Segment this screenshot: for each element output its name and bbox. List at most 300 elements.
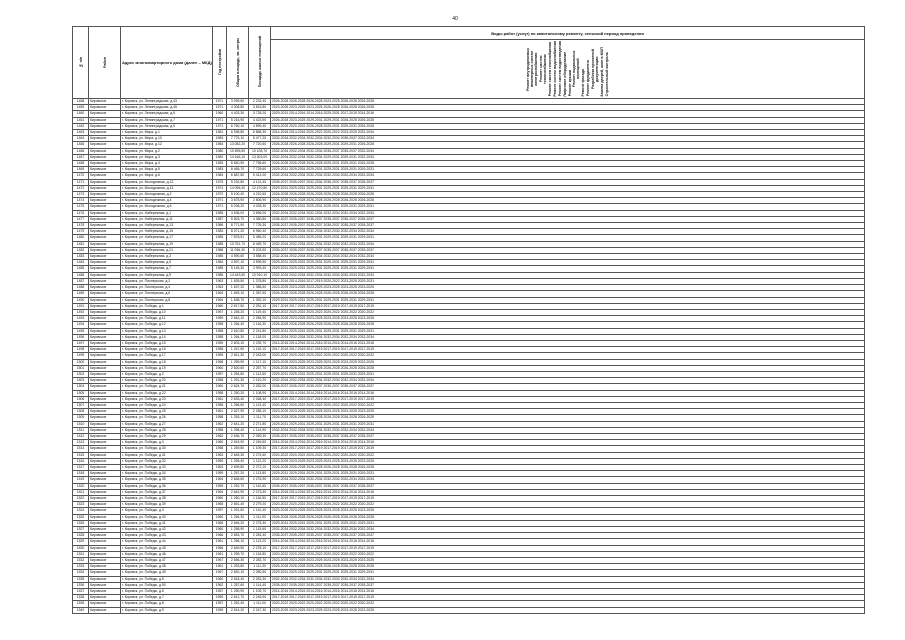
cell-addr: г. Кировск, ул. Победы, д.26 [121, 415, 213, 421]
cell-dates: 2032-2034 2032-2034 2032-2034 2035-2037 2035-2037 2032-2034 [271, 148, 865, 154]
cell-mun: Кировское [89, 601, 121, 607]
cell-res: 12 470,80 [249, 185, 271, 191]
cell-addr: г. Кировск, ул. Мира, д.12 [121, 142, 213, 148]
cell-res: 10 910,10 [249, 272, 271, 278]
cell-dates: 2023-2025 2023-2025 2023-2025 2023-2025 2023-2025 2023-2025 [271, 458, 865, 464]
cell-num: 1520 [73, 483, 89, 489]
cell-year: 1958 [213, 328, 227, 334]
cell-num: 1528 [73, 533, 89, 539]
cell-year: 1971 [213, 99, 227, 105]
cell-addr: г. Кировск, ул. Ленинградская, д.43 [121, 99, 213, 105]
cell-num: 1511 [73, 427, 89, 433]
cell-num: 1475 [73, 204, 89, 210]
cell-num: 1458 [73, 99, 89, 105]
cell-area: 2 641,20 [227, 421, 249, 427]
cell-year: 1985 [213, 266, 227, 272]
cell-area: 1 254,80 [227, 371, 249, 377]
cell-res: 1 108,90 [249, 390, 271, 396]
cell-num: 1490 [73, 297, 89, 303]
cell-num: 1496 [73, 334, 89, 340]
cell-mun: Кировское [89, 483, 121, 489]
cell-res: 4 028,30 [249, 204, 271, 210]
cell-area: 5 145,30 [227, 266, 249, 272]
cell-year: 1987 [213, 216, 227, 222]
cell-area: 2 615,90 [227, 440, 249, 446]
cell-dates: 2020-2022 2020-2022 2020-2022 2020-2022 2020-2022 2020-2022 [271, 601, 865, 607]
cell-addr: г. Кировск, ул. Победы, д.15 [121, 340, 213, 346]
cell-res: 1 111,70 [249, 415, 271, 421]
cell-addr: г. Кировск, ул. Набережная, д.9 [121, 272, 213, 278]
cell-mun: Кировское [89, 340, 121, 346]
cell-area: 1 264,40 [227, 322, 249, 328]
cell-year: 1985 [213, 272, 227, 278]
header-cell: Район [89, 27, 121, 99]
cell-res: 2 265,10 [249, 409, 271, 415]
cell-dates: 2029-2031 2014-2016 2014-2016 2029-2031 2017-2019 2014-2016 [271, 111, 865, 117]
cell-mun: Кировское [89, 241, 121, 247]
cell-year: 1958 [213, 347, 227, 353]
cell-year: 1959 [213, 458, 227, 464]
cell-res: 2 275,30 [249, 520, 271, 526]
cell-area: 2 646,20 [227, 520, 249, 526]
cell-num: 1482 [73, 247, 89, 253]
cell-mun: Кировское [89, 421, 121, 427]
cell-dates: 2029-2031 2029-2031 2029-2031 2029-2031 2029-2031 2029-2031 [271, 328, 865, 334]
cell-res: 2 281,40 [249, 533, 271, 539]
cell-dates: 2032-2034 2032-2034 2032-2034 2032-2034 2032-2034 2032-2034 [271, 210, 865, 216]
cell-area: 2 603,10 [227, 340, 249, 346]
cell-mun: Кировское [89, 471, 121, 477]
cell-mun: Кировское [89, 402, 121, 408]
cell-area: 2 611,30 [227, 353, 249, 359]
cell-area: 1 251,60 [227, 508, 249, 514]
cell-mun: Кировское [89, 582, 121, 588]
cell-num: 1465 [73, 142, 89, 148]
cell-addr: г. Кировск, ул. Победы, д.32 [121, 458, 213, 464]
cell-year: 1959 [213, 607, 227, 613]
cell-year: 1960 [213, 111, 227, 117]
cell-addr: г. Кировск, ул. Победы, д.5 [121, 576, 213, 582]
cell-addr: г. Кировск, ул. Победы, д.7 [121, 595, 213, 601]
cell-year: 1967 [213, 558, 227, 564]
cell-res: 1 116,80 [249, 551, 271, 557]
cell-addr: г. Кировск, ул. Победы, д.48 [121, 564, 213, 570]
cell-area: 2 614,20 [227, 607, 249, 613]
cell-addr: г. Кировск, ул. Мира, д.3 [121, 154, 213, 160]
cell-num: 1512 [73, 433, 89, 439]
cell-dates: 2035-2037 2035-2037 2035-2037 2035-2037 2035-2037 2035-2037 [271, 433, 865, 439]
cell-area: 13 082,20 [227, 142, 249, 148]
cell-dates: 2029-2031 2029-2031 2029-2031 2029-2031 2029-2031 2029-2031 [271, 371, 865, 377]
cell-num: 1525 [73, 514, 89, 520]
cell-num: 1485 [73, 266, 89, 272]
cell-dates: 2026-2028 2026-2028 2026-2028 2026-2028 2026-2028 2026-2028 [271, 514, 865, 520]
cell-num: 1510 [73, 421, 89, 427]
cell-addr: г. Кировск, ул. Набережная, д.5 [121, 260, 213, 266]
cell-area: 2 618,40 [227, 576, 249, 582]
cell-dates: 2026-2028 2026-2028 2026-2028 2026-2028 2026-2028 2026-2028 [271, 291, 865, 297]
cell-mun: Кировское [89, 105, 121, 111]
cell-mun: Кировское [89, 99, 121, 105]
cell-res: 1 378,80 [249, 278, 271, 284]
cell-addr: г. Кировск, ул. Ленинградская, д.5 [121, 111, 213, 117]
cell-addr: г. Кировск, ул. Мира, д.1 [121, 130, 213, 136]
cell-num: 1513 [73, 440, 89, 446]
cell-dates: 2020-2022 2020-2022 2020-2022 2020-2022 2020-2022 2020-2022 [271, 551, 865, 557]
cell-num: 1474 [73, 198, 89, 204]
cell-year: 1960 [213, 303, 227, 309]
cell-year: 1963 [213, 291, 227, 297]
cell-area: 1 247,50 [227, 347, 249, 353]
cell-res: 7 796,60 [249, 161, 271, 167]
cell-area: 14 096,40 [227, 185, 249, 191]
cell-res: 1 110,20 [249, 378, 271, 384]
cell-addr: г. Кировск, ул. Победы, д.8 [121, 601, 213, 607]
cell-res: 8 459,70 [249, 241, 271, 247]
cell-area: 7 878,51 [227, 235, 249, 241]
cell-num: 1502 [73, 371, 89, 377]
cell-dates: 2023-2025 2023-2025 2023-2025 2023-2025 2023-2025 2023-2025 [271, 409, 865, 415]
cell-dates: 2029-2031 2029-2031 2029-2031 2029-2031 2029-2031 2029-2031 [271, 235, 865, 241]
cell-year: 1975 [213, 179, 227, 185]
cell-num: 1464 [73, 136, 89, 142]
cell-res: 1 114,40 [249, 582, 271, 588]
cell-area: 4 590,60 [227, 254, 249, 260]
cell-area: 8 071,20 [227, 229, 249, 235]
cell-year: 1959 [213, 340, 227, 346]
cell-area: 14 443,50 [227, 272, 249, 278]
cell-mun: Кировское [89, 235, 121, 241]
cell-area: 4 308,80 [227, 105, 249, 111]
cell-mun: Кировское [89, 539, 121, 545]
cell-addr: г. Кировск, ул. Пионерская, д.4 [121, 285, 213, 291]
cell-num: 1529 [73, 539, 89, 545]
cell-dates: 2014-2016 2014-2016 2014-2016 2014-2016 2014-2016 2014-2016 [271, 539, 865, 545]
cell-addr: г. Кировск, ул. Набережная, д.7 [121, 266, 213, 272]
cell-area: 1 257,20 [227, 471, 249, 477]
cell-res: 1 112,60 [249, 371, 271, 377]
cell-year: 1964 [213, 297, 227, 303]
cell-year: 1985 [213, 235, 227, 241]
cell-num: 1468 [73, 161, 89, 167]
cell-area: 2 648,60 [227, 477, 249, 483]
cell-dates: 2035-2037 2035-2037 2032-2034 2035-2037 2035-2037 2035-2037 [271, 179, 865, 185]
cell-addr: г. Кировск, ул. Победы, д.31 [121, 452, 213, 458]
cell-dates: 2035-2037 2035-2037 2035-2037 2035-2037 2035-2037 2035-2037 [271, 223, 865, 229]
cell-year: 1971 [213, 204, 227, 210]
cell-addr: г. Кировск, ул. Победы, д.45 [121, 545, 213, 551]
cell-mun: Кировское [89, 117, 121, 123]
cell-mun: Кировское [89, 433, 121, 439]
cell-addr: г. Кировск, ул. Победы, д.10 [121, 309, 213, 315]
cell-num: 1534 [73, 570, 89, 576]
cell-area: 1 260,10 [227, 496, 249, 502]
cell-dates: 2032-2034 2032-2034 2032-2034 2032-2034 2032-2034 2032-2034 [271, 272, 865, 278]
cell-year: 1967 [213, 570, 227, 576]
cell-dates: 2026-2028 2026-2028 2026-2028 2029-2031 2029-2031 2026-2028 [271, 142, 865, 148]
cell-area: 8 465,70 [227, 167, 249, 173]
cell-mun: Кировское [89, 185, 121, 191]
cell-year: 1983 [213, 229, 227, 235]
cell-area: 1 638,70 [227, 297, 249, 303]
cell-area: 4 636,00 [227, 210, 249, 216]
cell-num: 1517 [73, 464, 89, 470]
cell-addr: г. Кировск, ул. Набережная, д.17 [121, 235, 213, 241]
cell-num: 1499 [73, 353, 89, 359]
cell-addr: г. Кировск, ул. Набережная, д.1 [121, 210, 213, 216]
cell-area: 2 639,80 [227, 464, 249, 470]
cell-res: 1 113,20 [249, 539, 271, 545]
cell-res: 4 210,60 [249, 192, 271, 198]
cell-dates: 2026-2028 2026-2028 2026-2028 2026-2028 2026-2028 2026-2028 [271, 415, 865, 421]
cell-mun: Кировское [89, 564, 121, 570]
cell-mun: Кировское [89, 111, 121, 117]
cell-area: 10 695,50 [227, 148, 249, 154]
cell-num: 1471 [73, 179, 89, 185]
cell-res: 1 115,60 [249, 527, 271, 533]
cell-addr: г. Кировск, ул. Победы, д.34 [121, 471, 213, 477]
cell-area: 1 255,40 [227, 458, 249, 464]
cell-mun: Кировское [89, 161, 121, 167]
cell-area: 1 257,60 [227, 582, 249, 588]
cell-area: 2 620,60 [227, 365, 249, 371]
cell-mun: Кировское [89, 508, 121, 514]
cell-mun: Кировское [89, 229, 121, 235]
cell-year: 1984 [213, 173, 227, 179]
cell-year: 1984 [213, 142, 227, 148]
cell-mun: Кировское [89, 390, 121, 396]
cell-area: 2 656,30 [227, 558, 249, 564]
cell-year: 1966 [213, 545, 227, 551]
cell-mun: Кировское [89, 123, 121, 129]
cell-num: 1488 [73, 285, 89, 291]
cell-res: 2 268,40 [249, 396, 271, 402]
cell-area: 2 645,30 [227, 452, 249, 458]
cell-num: 1536 [73, 582, 89, 588]
cell-year: 1958 [213, 378, 227, 384]
cell-res: 3 696,00 [249, 210, 271, 216]
cell-addr: г. Кировск, ул. Победы, д.30 [121, 446, 213, 452]
cell-addr: г. Кировск, ул. Пионерская, д.2 [121, 278, 213, 284]
cell-dates: 2029-2031 2029-2031 2029-2031 2029-2031 2029-2031 2029-2031 [271, 297, 865, 303]
cell-dates: 2020-2022 2020-2022 2020-2022 2020-2022 2020-2022 2020-2022 [271, 502, 865, 508]
cell-res: 2 249,60 [249, 440, 271, 446]
cell-dates: 2014-2016 2014-2016 2014-2016 2014-2016 2014-2016 2014-2016 [271, 589, 865, 595]
cell-num: 1477 [73, 216, 89, 222]
cell-num: 1462 [73, 123, 89, 129]
table-row [73, 607, 865, 613]
cell-addr: г. Кировск, ул. Победы, д.46 [121, 551, 213, 557]
cell-area: 1 256,10 [227, 539, 249, 545]
cell-addr: г. Кировск, ул. Победы, д.18 [121, 359, 213, 365]
cell-addr: г. Кировск, ул. Победы, д.27 [121, 421, 213, 427]
cell-res: 3 599,50 [249, 260, 271, 266]
cell-num: 1498 [73, 347, 89, 353]
cell-year: 1965 [213, 502, 227, 508]
cell-addr: г. Кировск, ул. Победы, д.24 [121, 402, 213, 408]
cell-dates: 2023-2025 2023-2025 2023-2025 2023-2025 2023-2025 2023-2025 [271, 316, 865, 322]
cell-area: 5 208,20 [227, 204, 249, 210]
cell-addr: г. Кировск, ул. Победы, д.44 [121, 539, 213, 545]
cell-res: 13 303,00 [249, 154, 271, 160]
cell-year: 1964 [213, 477, 227, 483]
cell-addr: г. Кировск, ул. Победы, д.11 [121, 316, 213, 322]
cell-num: 1480 [73, 235, 89, 241]
cell-year: 1957 [213, 601, 227, 607]
cell-dates: 2017-2019 2017-2019 2017-2019 2017-2019 2017-2019 2017-2019 [271, 545, 865, 551]
cell-res: 3 993,40 [249, 266, 271, 272]
cell-mun: Кировское [89, 353, 121, 359]
cell-num: 1533 [73, 564, 89, 570]
cell-res: 1 110,60 [249, 483, 271, 489]
cell-mun: Кировское [89, 247, 121, 253]
cell-mun: Кировское [89, 458, 121, 464]
cell-res: 2 232,40 [249, 99, 271, 105]
cell-mun: Кировское [89, 527, 121, 533]
cell-dates: 2032-2034 2032-2034 2032-2034 2032-2034 2032-2034 2032-2034 [271, 254, 865, 260]
header-cell: Площадь жилых помещений [249, 27, 271, 99]
cell-dates: 2032-2034 2032-2034 2032-2034 2032-2034 2032-2034 2032-2034 [271, 173, 865, 179]
cell-res: 1 113,80 [249, 471, 271, 477]
cell-res: 1 109,30 [249, 446, 271, 452]
cell-dates: 2020-2022 2020-2022 2020-2022 2020-2022 2020-2022 2020-2022 [271, 452, 865, 458]
cell-res: 4 423,90 [249, 117, 271, 123]
cell-year: 1963 [213, 452, 227, 458]
cell-area: 3 678,90 [227, 198, 249, 204]
cell-area: 2 642,90 [227, 489, 249, 495]
cell-addr: г. Кировск, ул. Мира, д.2 [121, 148, 213, 154]
cell-year: 1966 [213, 533, 227, 539]
cell-addr: г. Кировск, ул. Победы, д.19 [121, 365, 213, 371]
cell-dates: 2017-2019 2017-2019 2017-2019 2017-2019 2017-2019 2017-2019 [271, 303, 865, 309]
cell-dates: 2029-2031 2029-2031 2029-2031 2029-2031 2029-2031 2029-2031 [271, 185, 865, 191]
cell-num: 1538 [73, 595, 89, 601]
cell-area: 1 252,40 [227, 601, 249, 607]
cell-dates: 2029-2031 2029-2031 2029-2031 2029-2031 2029-2031 2029-2031 [271, 266, 865, 272]
cell-mun: Кировское [89, 192, 121, 198]
cell-area: 1 256,60 [227, 402, 249, 408]
cell-year: 1959 [213, 595, 227, 601]
cell-year: 1963 [213, 464, 227, 470]
cell-num: 1484 [73, 260, 89, 266]
cell-res: 1 111,90 [249, 514, 271, 520]
cell-dates: 2029-2031 2029-2031 2029-2031 2029-2031 2029-2031 2029-2031 [271, 471, 865, 477]
cell-res: 1 117,10 [249, 359, 271, 365]
cell-dates: 2026-2028 2026-2028 2026-2028 2026-2028 2026-2028 2026-2028 [271, 564, 865, 570]
cell-year: 1958 [213, 334, 227, 340]
cell-res: 5 485,20 [249, 235, 271, 241]
cell-year: 1982 [213, 154, 227, 160]
cell-num: 1491 [73, 303, 89, 309]
cell-addr: г. Кировск, ул. Пионерская, д.6 [121, 291, 213, 297]
cell-area: 1 250,90 [227, 589, 249, 595]
header-cell: Адрес многоквартирного дома (далее – МКД) [121, 27, 213, 99]
cell-res: 2 239,70 [249, 340, 271, 346]
cell-mun: Кировское [89, 607, 121, 613]
cell-year: 1961 [213, 564, 227, 570]
cell-area: 1 249,80 [227, 446, 249, 452]
cell-addr: г. Кировск, ул. Победы, д.23 [121, 396, 213, 402]
cell-addr: г. Кировск, ул. Победы, д.2 [121, 371, 213, 377]
cell-mun: Кировское [89, 347, 121, 353]
cell-dates: 2032-2034 2032-2034 2032-2034 2032-2034 2032-2034 2032-2034 [271, 334, 865, 340]
cell-dates: 2014-2016 2014-2016 2014-2016 2014-2016 2014-2016 2014-2016 [271, 440, 865, 446]
cell-year: 1962 [213, 421, 227, 427]
cell-mun: Кировское [89, 545, 121, 551]
cell-area: 2 642,10 [227, 316, 249, 322]
cell-res: 2 269,30 [249, 433, 271, 439]
cell-mun: Кировское [89, 334, 121, 340]
cell-num: 1486 [73, 272, 89, 278]
cell-year: 1963 [213, 278, 227, 284]
cell-res: 2 245,90 [249, 595, 271, 601]
cell-dates: 2020-2022 2020-2022 2020-2022 2020-2022 2020-2022 2020-2022 [271, 353, 865, 359]
cell-num: 1473 [73, 192, 89, 198]
cell-area: 1 639,50 [227, 278, 249, 284]
cell-area: 6 938,80 [227, 130, 249, 136]
cell-mun: Кировское [89, 254, 121, 260]
cell-res: 1 119,40 [249, 309, 271, 315]
cell-num: 1504 [73, 384, 89, 390]
cell-res: 7 720,60 [249, 142, 271, 148]
cell-res: 1 111,30 [249, 564, 271, 570]
cell-mun: Кировское [89, 266, 121, 272]
cell-num: 1470 [73, 173, 89, 179]
cell-year: 1958 [213, 390, 227, 396]
cell-res: 2 257,70 [249, 365, 271, 371]
cell-year: 1983 [213, 136, 227, 142]
cell-res: 5 477,20 [249, 136, 271, 142]
cell-year: 1957 [213, 309, 227, 315]
cell-res: 2 274,60 [249, 452, 271, 458]
cell-num: 1459 [73, 105, 89, 111]
cell-dates: 2026-2028 2026-2028 2026-2028 2023-2025 2026-2028 2026-2028 [271, 99, 865, 105]
cell-res: 1 110,40 [249, 508, 271, 514]
cell-addr: г. Кировск, ул. Мира, д.10 [121, 136, 213, 142]
cell-area: 2 649,50 [227, 545, 249, 551]
cell-addr: г. Кировск, ул. Победы, д.38 [121, 496, 213, 502]
cell-addr: г. Кировск, ул. Победы, д.9 [121, 607, 213, 613]
cell-dates: 2026-2028 2026-2028 2026-2028 2026-2028 2026-2028 2026-2028 [271, 464, 865, 470]
cell-year: 1960 [213, 365, 227, 371]
cell-num: 1530 [73, 545, 89, 551]
cell-addr: г. Кировск, ул. Победы, д.17 [121, 353, 213, 359]
cell-dates: 2032-2034 2032-2034 2032-2034 2032-2034 2032-2034 2032-2034 [271, 378, 865, 384]
cell-year: 1971 [213, 105, 227, 111]
cell-year: 1958 [213, 427, 227, 433]
header-cell: № п/п [73, 27, 89, 99]
cell-num: 1460 [73, 111, 89, 117]
cell-addr: г. Кировск, ул. Победы, д.35 [121, 477, 213, 483]
cell-year: 1958 [213, 402, 227, 408]
cell-mun: Кировское [89, 328, 121, 334]
cell-res: 1 116,50 [249, 496, 271, 502]
page-number: 40 [452, 16, 458, 22]
cell-res: 1 387,60 [249, 291, 271, 297]
cell-dates: 2029-2031 2029-2031 2029-2031 2029-2031 2029-2031 2029-2031 [271, 167, 865, 173]
cell-addr: г. Кировск, ул. Победы, д.14 [121, 334, 213, 340]
cell-res: 6 960,40 [249, 229, 271, 235]
cell-addr: г. Кировск, ул. Победы, д.13 [121, 328, 213, 334]
cell-mun: Кировское [89, 427, 121, 433]
cell-res: 2 280,50 [249, 570, 271, 576]
cell-mun: Кировское [89, 216, 121, 222]
cell-mun: Кировское [89, 365, 121, 371]
cell-res: 2 243,00 [249, 353, 271, 359]
cell-num: 1518 [73, 471, 89, 477]
cell-addr: г. Кировск, ул. Победы, д.3 [121, 440, 213, 446]
cell-addr: г. Кировск, ул. Победы, д.49 [121, 570, 213, 576]
